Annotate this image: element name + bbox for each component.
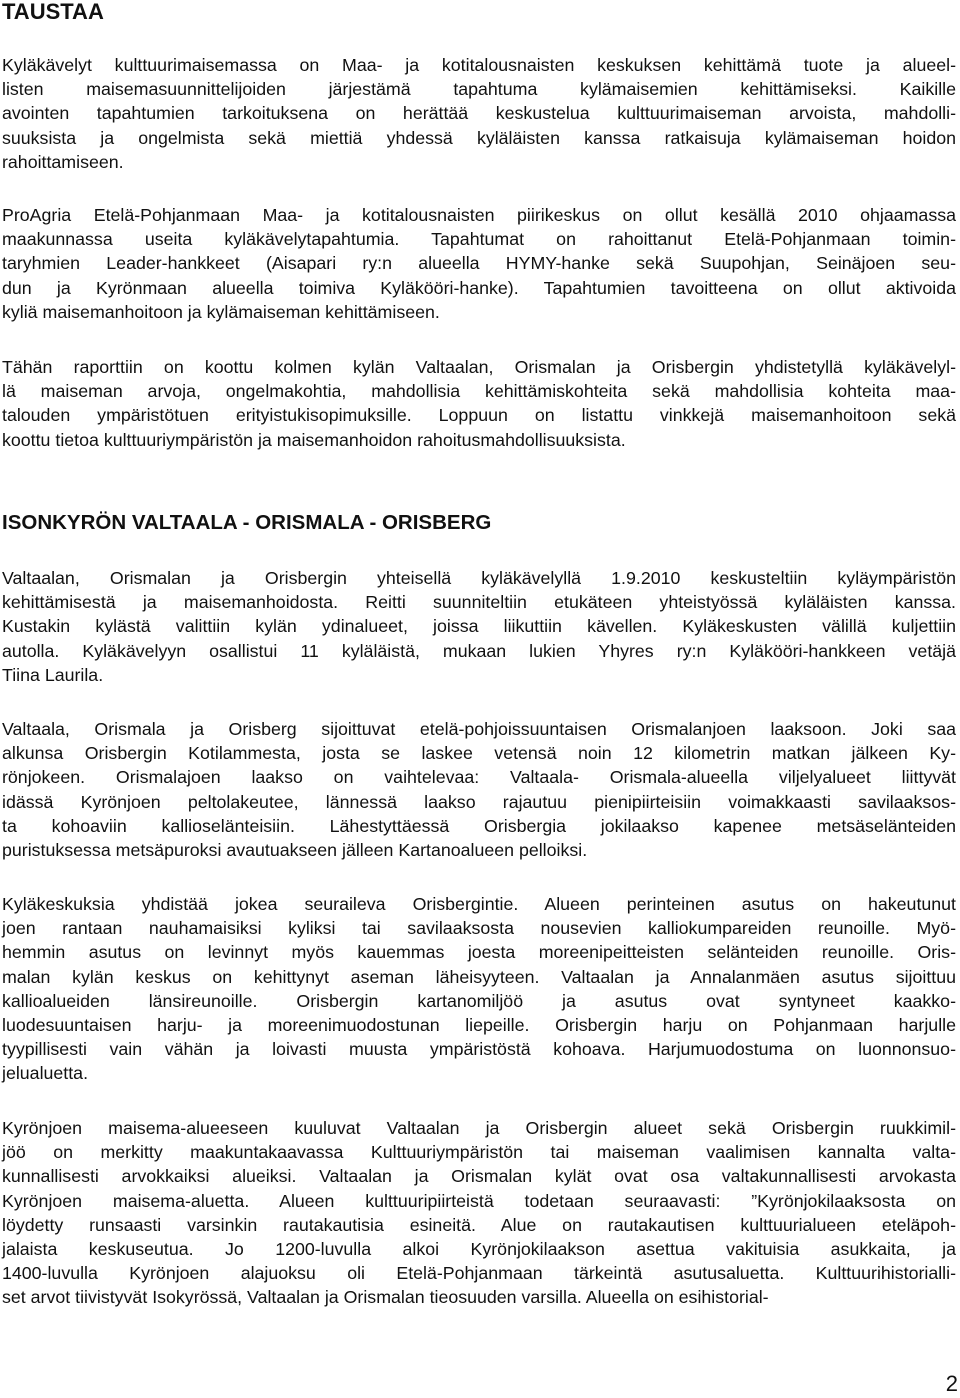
text-line: puristuksessa metsäpuroksi avautuakseen jälleen Kartanoalueen pelloiksi. [2,839,588,860]
text-line: hemmin asutus on levinnyt myös kauemmas joesta moreenipeitteisten selänteiden reunoille. Oris- [2,942,956,963]
text-line: jöö on merkitty maakuntakaavassa Kulttuuriympäristön tai maiseman vaalimisen kannalta valta- [2,1142,956,1163]
text-line: taryhmien Leader-hankkeet (Aisapari ry:n alueella HYMY-hanke sekä Suupohjan, Seinäjoen seu- [2,253,956,274]
text-line: avointen tapahtumien tarkoituksena on herättää keskustelua kulttuurimaiseman arvoista, mahdolli- [2,103,956,124]
text-line: ta kohoaviin kallioselänteisiin. Lähestyttäessä Orisbergia jokilaakso kapenee metsäselänteiden [2,815,956,836]
text-line: Kyläkeskuksia yhdistää jokea seuraileva Orisbergintie. Alueen perinteinen asutus on hakeutunut [2,894,956,914]
text-line: suuksista ja ongelmista sekä miettiä yhdessä kyläläisten kanssa ratkaisuja kylämaiseman hoidon [2,127,956,148]
text-line: luodesuuntaisen harju- ja moreenimuodostunan liepeille. Orisbergin harju on Pohjanmaan harjulle [2,1014,956,1035]
text-line: kallioalueiden länsireunoille. Orisbergin kartanomiljöö ja asutus ovat syntyneet kaakko- [2,990,956,1011]
text-line: Kyrönjoen maisema-alueeseen kuuluvat Valtaalan ja Orisbergin alueet sekä Orisbergin ruukkimil- [2,1118,956,1138]
text-line: alkunsa Orisbergin Kotilammesta, josta se laskee vetensä noin 12 kilometrin matkan jälkeen Ky- [2,743,956,764]
heading-isonkyro: ISONKYRÖN VALTAALA - ORISMALA - ORISBERG [2,511,492,534]
text-line: ProAgria Etelä-Pohjanmaan Maa- ja kotitalousnaisten piirikeskus on ollut kesällä 2010 ohjaamassa [2,205,956,225]
text-line: listen maisemasuunnittelijoiden järjestämä tapahtuma kylämaisemien kehittämiseksi. Kaikille [2,79,956,100]
text-line: jelualuetta. [2,1063,89,1084]
text-line: Tähän raporttiin on koottu kolmen kylän Valtaalan, Orismalan ja Orisbergin yhdistetyllä kyläkävelyl- [2,357,956,377]
paragraph-kylakeskukset [2,892,956,1086]
text-line: Tiina Laurila. [2,664,104,685]
paragraph-kylakavely [2,566,956,687]
text-line: tyypillisesti vain vähän ja loivasti muusta ympäristöstä kohoava. Harjumuodostuma on luonnonsuo- [2,1039,956,1060]
text-line: maakunnassa useita kyläkävelytapahtumia. Tapahtumat on rahoittanut Etelä-Pohjanmaan toimin- [2,229,956,250]
text-line: idässä Kyrönjoen peltolakeutee, lännessä laakso rajautuu pienipiirteisiin voimakkaasti savilaaksos- [2,791,956,812]
text-line: kehittämisestä ja maisemanhoidosta. Reitti suunniteltiin etukäteen yhteistyössä kyläläisten kanssa. [2,592,956,613]
heading-taustaa: TAUSTAA [2,0,104,24]
text-line: rahoittamiseen. [2,151,124,172]
text-line: lä maiseman arvoja, ongelmakohtia, mahdollisia kehittämiskohteita sekä mahdollisia kohteita maa- [2,381,956,402]
text-line: Valtaala, Orismala ja Orisberg sijoittuvat etelä-pohjoissuuntaisen Orismalanjoen laaksoon. Joki saa [2,719,956,739]
text-line: Valtaalan, Orismalan ja Orisbergin yhteisellä kyläkävelyllä 1.9.2010 keskusteltiin kyläympäristön [2,568,956,588]
text-line: rönjokeen. Orismalajoen laakso on vaihtelevaa: Valtaala- Orismala-alueella viljelyalueet liittyvät [2,767,956,788]
paragraph-proagria [2,203,956,324]
text-line: joen rantaan nauhamaisiksi kyliksi tai savilaaksosta nousevien kalliokumpareiden reunoille. Myö- [2,918,956,939]
paragraph-maisema-alue [2,1116,956,1310]
text-line: talouden ympäristötuen erityistukisopimuksille. Loppuun on listattu vinkkejä maisemanhoitoon sekä [2,405,956,426]
text-line: Kustakin kylästä valittiin kylän ydinalueet, joissa liikuttiin kävellen. Kyläkeskusten välillä kuljettiin [2,616,956,637]
paragraph-intro [2,53,956,174]
text-line: Kyrönjoen maisema-aluetta. Alueen kulttuuripiirteistä todetaan seuraavasti: ”Kyrönjokilaaksosta on [2,1190,956,1211]
text-line: kyliä maisemanhoitoon ja kylämaiseman kehittämiseen. [2,301,440,322]
text-line: set arvot tiivistyvät Isokyrössä, Valtaalan ja Orismalan tieosuuden varsilla. Alueella on esihistorial- [2,1287,769,1308]
text-line: Kyläkävelyt kulttuurimaisemassa on Maa- ja kotitalousnaisten keskuksen kehittämä tuote ja alueel- [2,55,956,75]
text-line: kunnallisesti arvokkaiksi alueiksi. Valtaalan ja Orismalan kylät ovat osa valtakunnallisesti arvokasta [2,1166,956,1187]
text-line: jalaista keskuseutua. Jo 1200-luvulla alkoi Kyrönjokilaakson asettua vakituisia asukkaita, ja [2,1238,956,1259]
text-line: löydetty runsaasti varsinkin rautakautisia esineitä. Alue on rautakautisen kulttuurialueen eteläpoh- [2,1214,956,1235]
page-number: 2 [945,1371,958,1396]
text-line: 1400-luvulla Kyrönjoen alajuoksu oli Etelä-Pohjanmaan tärkeintä asutusaluetta. Kulttuurihistorialli- [2,1263,956,1284]
paragraph-report [2,355,956,452]
text-line: malan kylän keskus on kehittynyt aseman läheisyyteen. Valtaalan ja Annalanmäen asutus sijoittuu [2,966,956,987]
text-line: koottu tietoa kulttuuriympäristön ja maisemanhoidon rahoitusmahdollisuuksista. [2,429,626,450]
text-line: autolla. Kyläkävelyyn osallistui 11 kyläläistä, mukaan lukien Yhyres ry:n Kyläkööri-hankkeen vetäjä [2,640,956,661]
paragraph-orismalanjoki [2,717,956,862]
text-line: dun ja Kyrönmaan alueella toimiva Kyläkööri-hanke). Tapahtumien tavoitteena on ollut aktivoida [2,277,956,298]
